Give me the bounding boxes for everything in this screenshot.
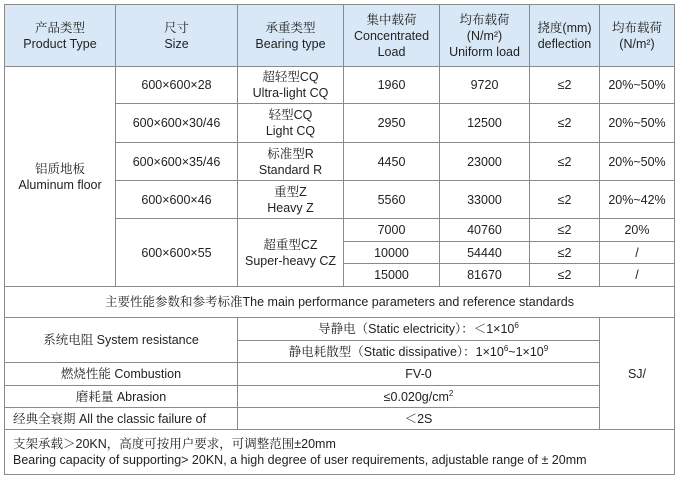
header-deflection: 挠度(mm) deflection bbox=[530, 5, 600, 67]
deflection-cell: ≤2 bbox=[530, 143, 600, 181]
header-product-type: 产品类型 Product Type bbox=[5, 5, 116, 67]
size-cell: 600×600×55 bbox=[116, 219, 238, 287]
ratio-cell: 20%~42% bbox=[600, 181, 675, 219]
bearing-type-cell: 超重型CZ Super-heavy CZ bbox=[238, 219, 344, 287]
concentrated-cell: 10000 bbox=[344, 242, 440, 264]
uniform-cell: 9720 bbox=[440, 67, 530, 104]
ratio-cell: / bbox=[600, 264, 675, 287]
ratio-cell: 20%~50% bbox=[600, 67, 675, 104]
concentrated-cell: 4450 bbox=[344, 143, 440, 181]
spec-table bbox=[4, 4, 675, 475]
ratio-cell: 20% bbox=[600, 219, 675, 242]
deflection-cell: ≤2 bbox=[530, 104, 600, 143]
bearing-type-cell: 重型Z Heavy Z bbox=[238, 181, 344, 219]
header-bearing-type: 承重类型 Bearing type bbox=[238, 5, 344, 67]
concentrated-cell: 5560 bbox=[344, 181, 440, 219]
performance-title-row bbox=[5, 287, 675, 318]
header-concentrated-load: 集中载荷 Concentrated Load bbox=[344, 5, 440, 67]
uniform-cell: 12500 bbox=[440, 104, 530, 143]
header-uniform-load: 均布载荷 (N/m²) Uniform load bbox=[440, 5, 530, 67]
failure-label: 经典全衰期 All the classic failure of bbox=[5, 408, 238, 430]
table-row bbox=[5, 67, 675, 104]
static-dissipative-cell: 静电耗散型（Static dissipative）：$1\times 10^6\sim 1\times 10^9$ bbox=[238, 341, 600, 363]
note-row bbox=[5, 430, 675, 475]
size-cell: 600×600×46 bbox=[116, 181, 238, 219]
abrasion-value: $\le 0.020g/cm^2$ bbox=[238, 386, 600, 408]
ratio-cell: 20%~50% bbox=[600, 104, 675, 143]
combustion-value: FV-0 bbox=[238, 363, 600, 386]
header-size: 尺寸 Size bbox=[116, 5, 238, 67]
performance-title: 主要性能参数和参考标准The main performance parameters and reference standards bbox=[5, 287, 675, 318]
bearing-type-cell: 轻型CQ Light CQ bbox=[238, 104, 344, 143]
deflection-cell: ≤2 bbox=[530, 67, 600, 104]
header-uniform-load-ratio: 均布载荷 (N/m²) bbox=[600, 5, 675, 67]
table-header-row bbox=[5, 5, 675, 67]
table-row bbox=[5, 386, 675, 408]
static-electricity-cell: 导静电（Static electricity）：$<1\times 10^6$ bbox=[238, 318, 600, 341]
uniform-cell: 81670 bbox=[440, 264, 530, 287]
failure-value: ＜2S bbox=[238, 408, 600, 430]
concentrated-cell: 15000 bbox=[344, 264, 440, 287]
uniform-cell: 40760 bbox=[440, 219, 530, 242]
combustion-label: 燃烧性能 Combustion bbox=[5, 363, 238, 386]
size-cell: 600×600×30/46 bbox=[116, 104, 238, 143]
uniform-cell: 54440 bbox=[440, 242, 530, 264]
table-row bbox=[5, 318, 675, 341]
deflection-cell: ≤2 bbox=[530, 242, 600, 264]
size-cell: 600×600×35/46 bbox=[116, 143, 238, 181]
note-cell: 支架承载＞20KN，高度可按用户要求，可调整范围±20mm Bearing capacity of supporting> 20KN, a high degree of user requirements, adjustable range of ± 20mm bbox=[5, 430, 675, 475]
bearing-type-cell: 标准型R Standard R bbox=[238, 143, 344, 181]
deflection-cell: ≤2 bbox=[530, 181, 600, 219]
deflection-cell: ≤2 bbox=[530, 264, 600, 287]
concentrated-cell: 2950 bbox=[344, 104, 440, 143]
concentrated-cell: 7000 bbox=[344, 219, 440, 242]
concentrated-cell: 1960 bbox=[344, 67, 440, 104]
product-name-cell: 铝质地板 Aluminum floor bbox=[5, 67, 116, 287]
table-row bbox=[5, 408, 675, 430]
table-row bbox=[5, 363, 675, 386]
bearing-type-cell: 超轻型CQ Ultra-light CQ bbox=[238, 67, 344, 104]
uniform-cell: 33000 bbox=[440, 181, 530, 219]
ratio-cell: 20%~50% bbox=[600, 143, 675, 181]
standard-cell: SJ/ bbox=[600, 318, 675, 430]
resistance-label: 系统电阻 System resistance bbox=[5, 318, 238, 363]
deflection-cell: ≤2 bbox=[530, 219, 600, 242]
abrasion-label: 磨耗量 Abrasion bbox=[5, 386, 238, 408]
ratio-cell: / bbox=[600, 242, 675, 264]
size-cell: 600×600×28 bbox=[116, 67, 238, 104]
uniform-cell: 23000 bbox=[440, 143, 530, 181]
